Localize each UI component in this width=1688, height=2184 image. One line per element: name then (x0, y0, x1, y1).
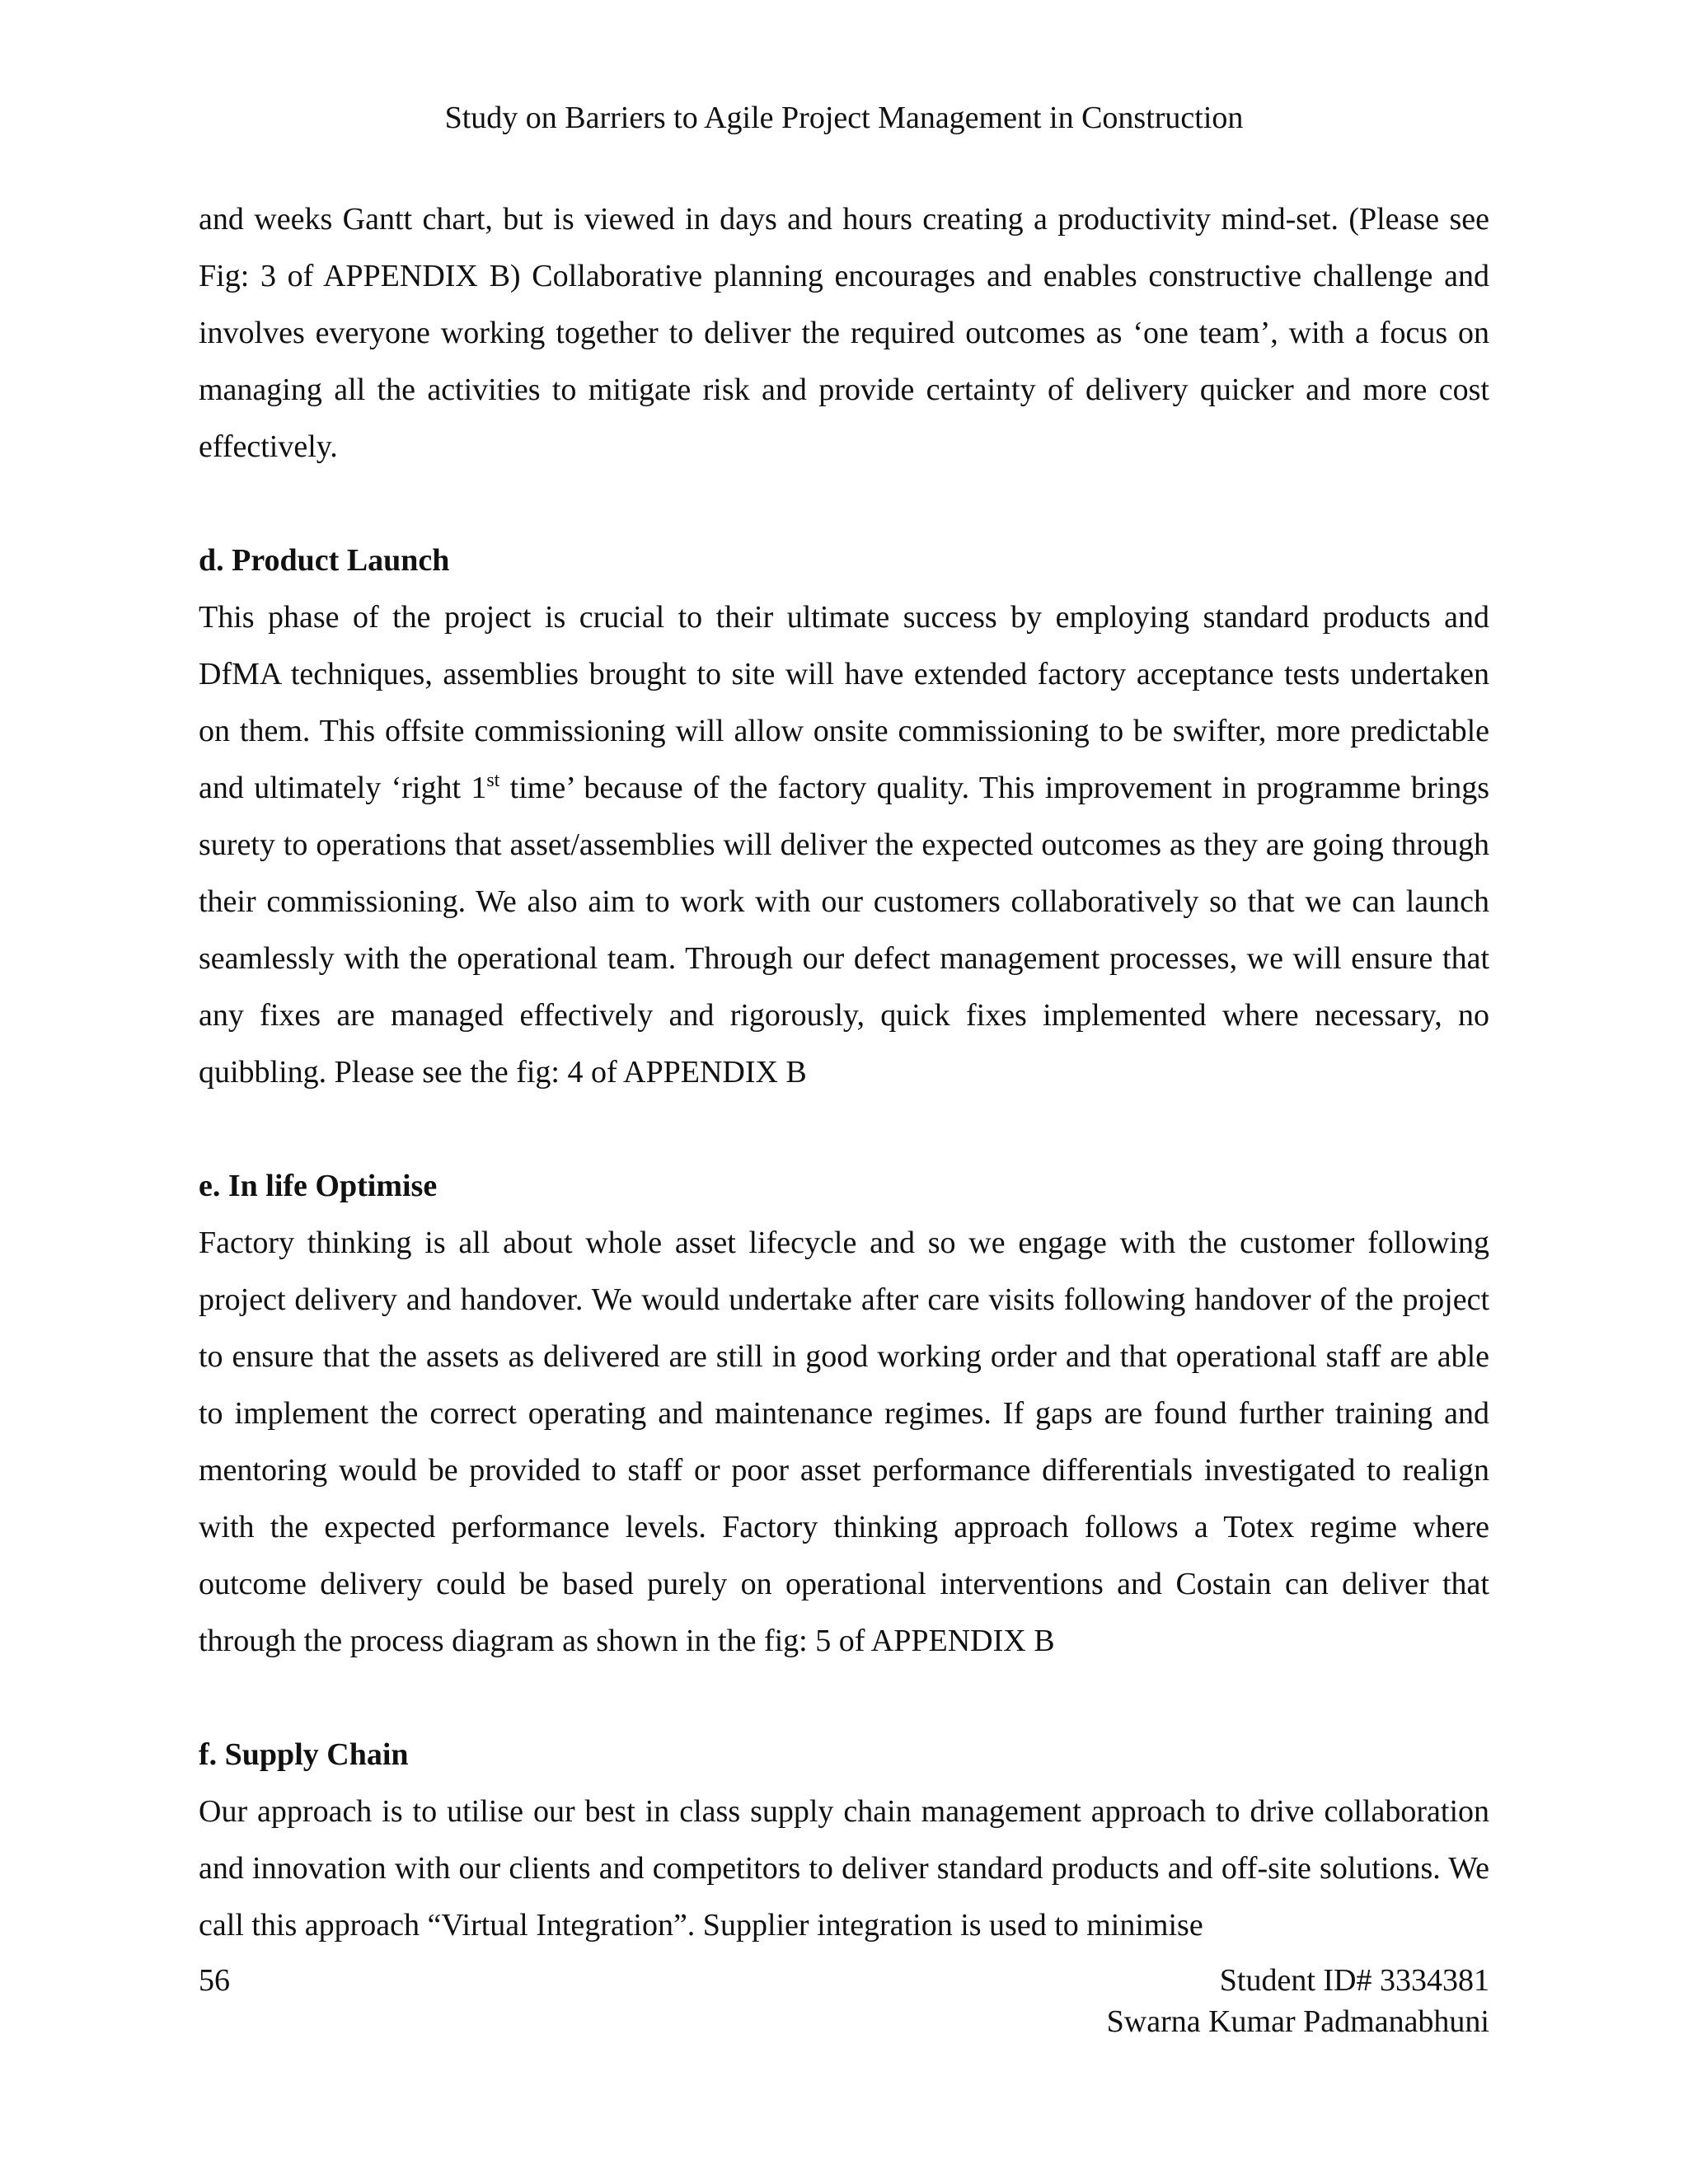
section-heading-in-life-optimise: e. In life Optimise (199, 1169, 438, 1203)
intro-paragraph: and weeks Gantt chart, but is viewed in days and hours creating a productivity mind-set. (Please see Fig: 3 of APPENDIX B) Collaborative planning encourages and enables constructive challenge and involves everyone working together to deliver the required outcomes as ‘one team’, with a focus on managing all the activities to mitigate risk and provide certainty of delivery quicker and more cost effectively. (199, 202, 1489, 464)
section-heading-supply-chain: f. Supply Chain (199, 1737, 409, 1772)
section-heading-product-launch: d. Product Launch (199, 543, 450, 578)
footer-author-block (1107, 1960, 1489, 2042)
ordinal-superscript: st (486, 770, 500, 791)
product-launch-text-part-1: This phase of the project is crucial to their ultimate success by employing standard products and DfMA techniques, assemblies brought to site will have extended factory acceptance tests undertaken on them. This offsite commissioning will allow onsite commissioning to be swifter, more predictable and ultimately ‘right 1 (199, 600, 1489, 805)
author-name: Swarna Kumar Padmanabhuni (1106, 2004, 1489, 2039)
page-number: 56 (199, 1963, 230, 1998)
supply-chain-paragraph: Our approach is to utilise our best in class supply chain management approach to drive collaboration and innovation with our clients and competitors to deliver standard products and off-site solutions. We call this approach “Virtual Integration”. Supplier integration is used to minimise (199, 1794, 1489, 1943)
product-launch-text-part-2: time’ because of the factory quality. This improvement in programme brings surety to operations that asset/assemblies will deliver the expected outcomes as they are going through their commissioning. We also aim to work with our customers collaboratively so that we can launch seamlessly with the operational team. Through our defect management processes, we will ensure that any fixes are managed effectively and rigorously, quick fixes implemented where necessary, no quibbling. Please see the fig: 4 of APPENDIX B (199, 771, 1489, 1090)
product-launch-paragraph (199, 589, 1489, 1101)
document-title: Study on Barriers to Agile Project Management in Construction (444, 101, 1244, 135)
in-life-optimise-paragraph: Factory thinking is all about whole asset lifecycle and so we engage with the customer following project delivery and handover. We would undertake after care visits following handover of the project to ensure that the assets as delivered are still in good working order and that operational staff are able to implement the correct operating and maintenance regimes. If gaps are found further training and mentoring would be provided to staff or poor asset performance differentials investigated to realign with the expected performance levels. Factory thinking approach follows a Totex regime where outcome delivery could be based purely on operational interventions and Costain can deliver that through the process diagram as shown in the fig: 5 of APPENDIX B (199, 1226, 1489, 1658)
student-id: Student ID# 3334381 (1219, 1963, 1489, 1998)
page-header (0, 95, 1688, 141)
document-body (199, 191, 1489, 1954)
